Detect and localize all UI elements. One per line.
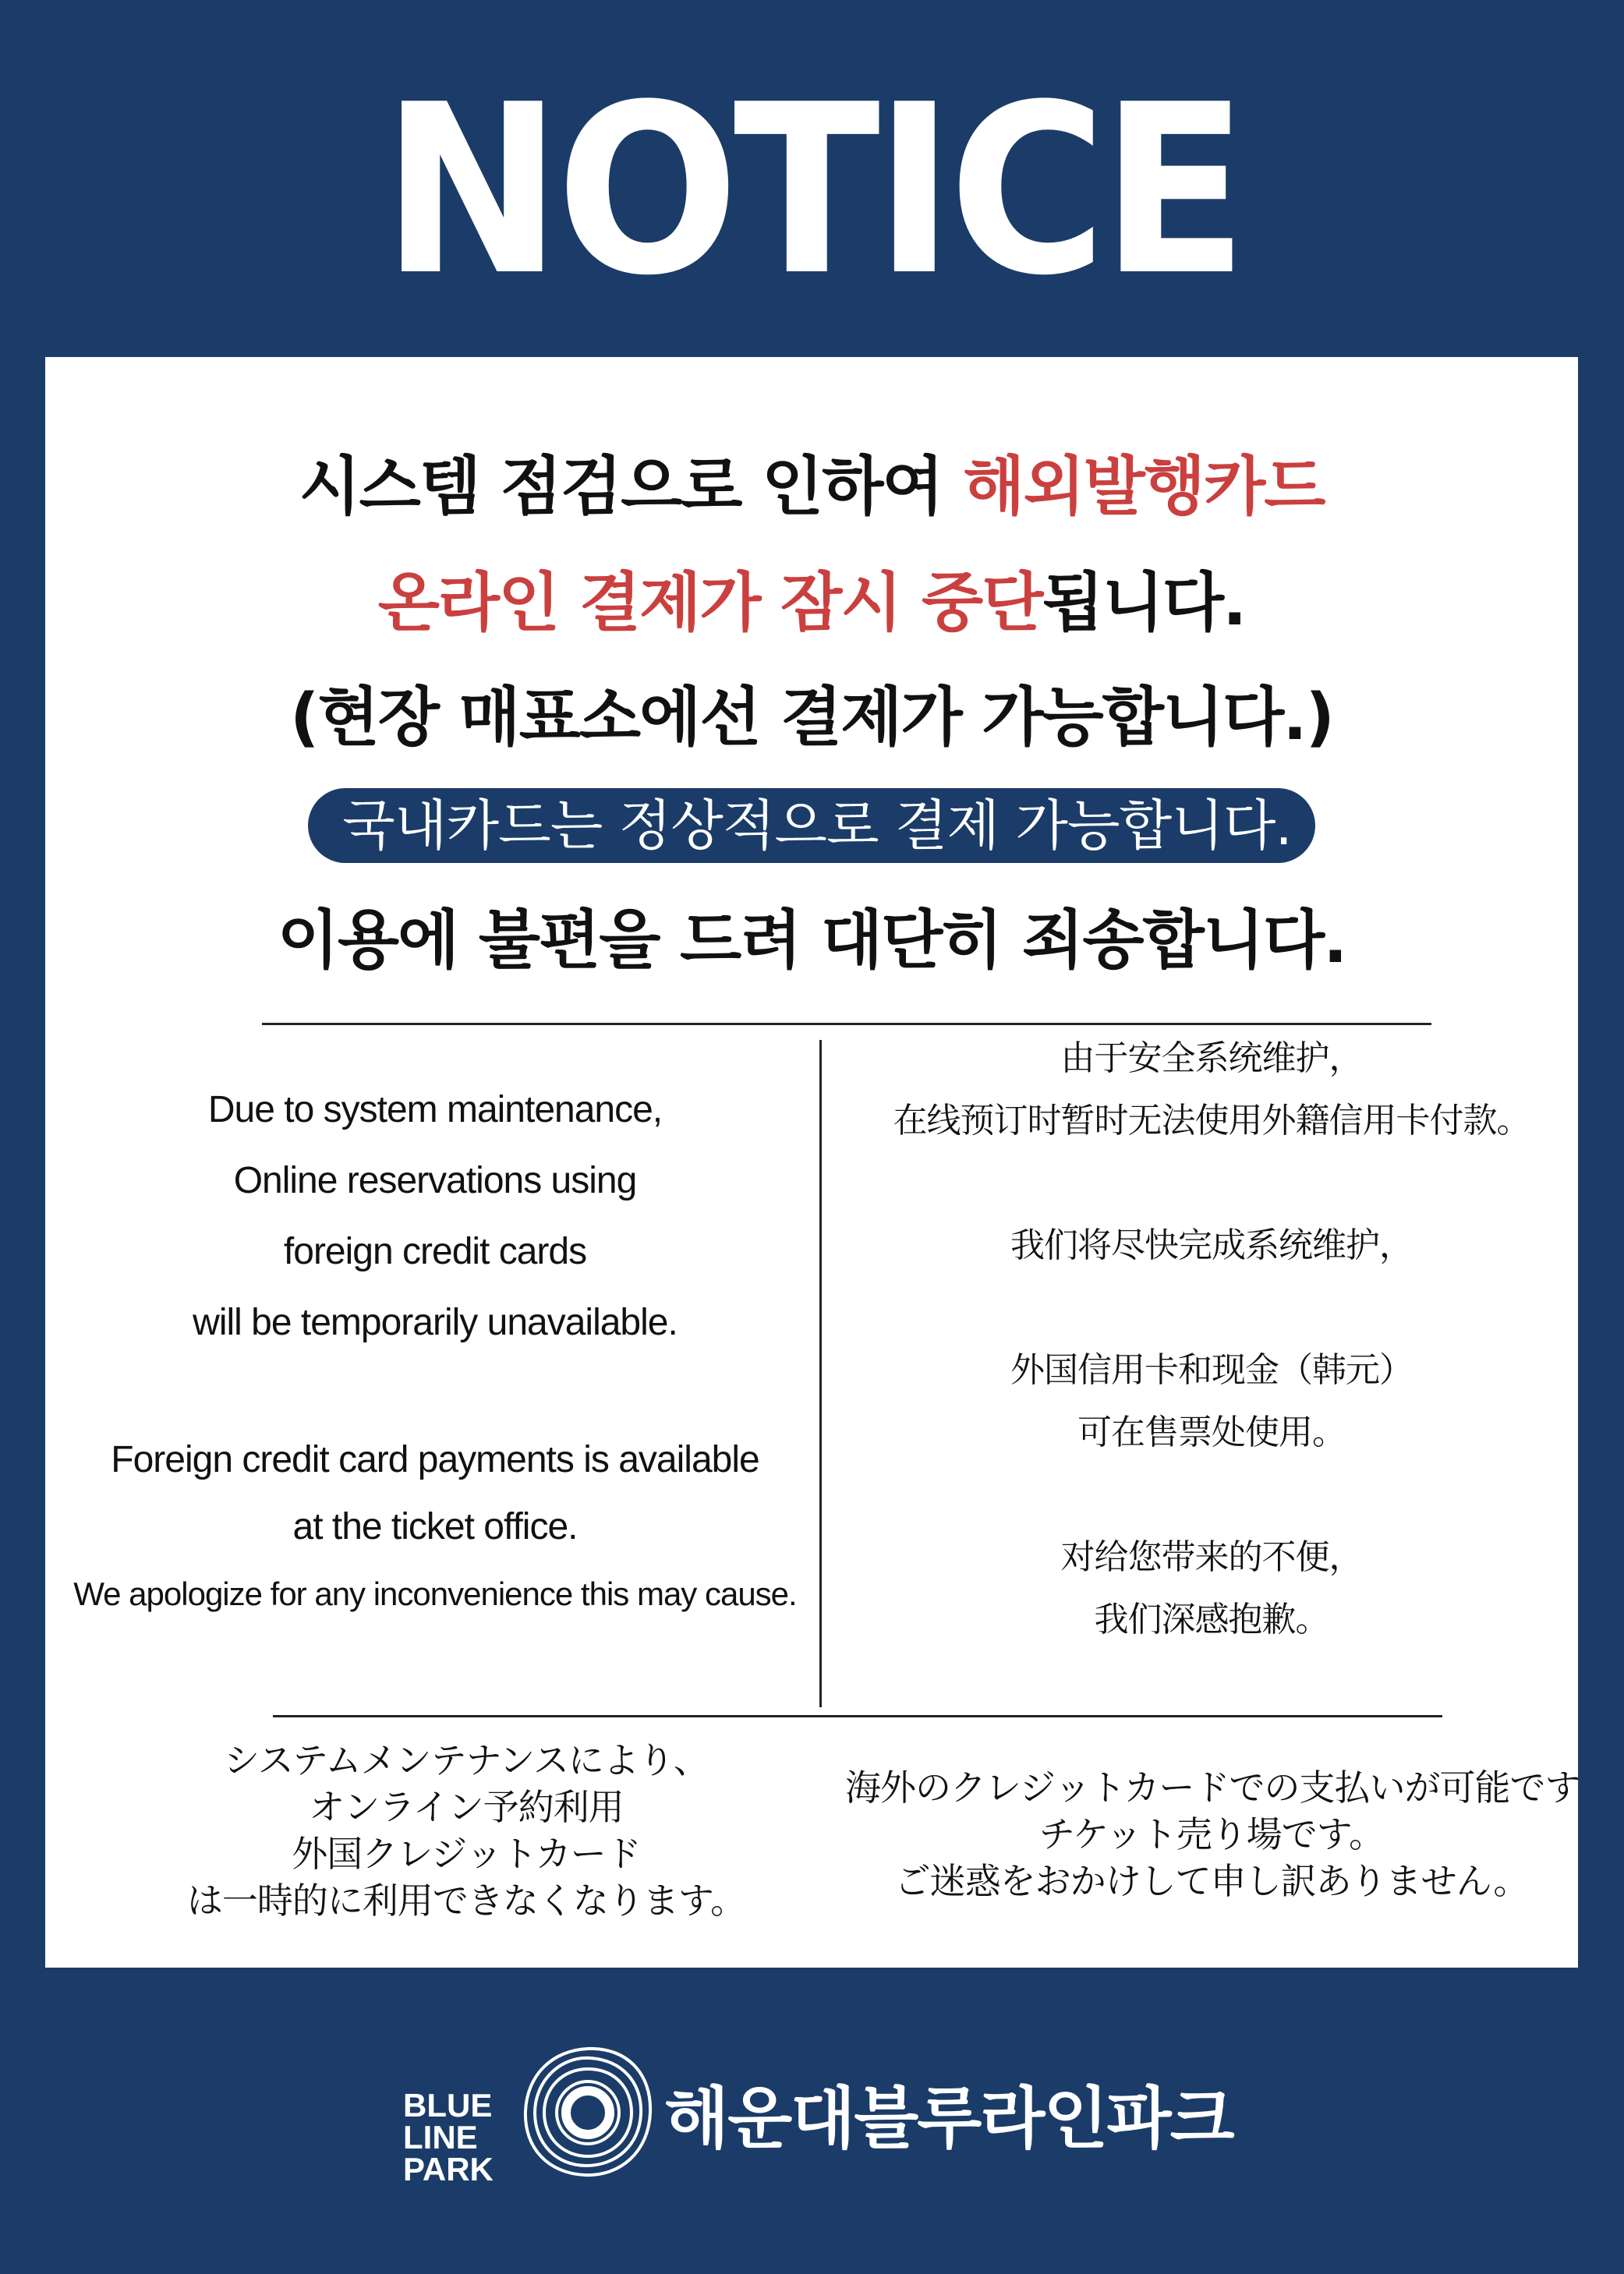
korean-line-1-red: 해외발행카드 [963,450,1325,524]
logo-korean-text: 해운대블루라인파크 [664,2080,1233,2158]
notice-panel [45,357,1578,1968]
logo-english-text [403,2089,494,2185]
japanese-right-column [845,1764,1578,1904]
japanese-line: 海外のクレジットカードでの支払いが可能です [845,1767,1580,1809]
spacer [45,1358,825,1427]
spacer [845,1277,1578,1339]
english-line: Online reservations using [233,1160,637,1201]
japanese-line: システムメンテナンスにより、 [224,1739,709,1781]
divider-top [262,1023,1431,1025]
japanese-line: オンライン予約利用 [309,1786,624,1828]
japanese-left-column [76,1737,856,1924]
spacer [845,1152,1578,1215]
chinese-line: 对给您带来的不便， [1060,1537,1363,1577]
korean-line-3: (현장 매표소에선 결제가 가능합니다.) [290,681,1333,755]
japanese-line: 外国クレジットカード [292,1833,641,1875]
japanese-line: チケット売り場です。 [1038,1813,1385,1855]
domestic-note-wrap [45,788,1578,863]
notice-title: NOTICE [381,55,1243,327]
korean-apology: 이용에 불편을 드려 대단히 죄송합니다. [277,904,1346,978]
chinese-line: 可在售票处使用。 [1077,1413,1346,1452]
korean-line-1 [45,448,1578,526]
korean-line-2 [45,564,1578,642]
english-ticket-line: Foreign credit card payments is available [111,1439,759,1480]
chinese-line: 外国信用卡和现金（韩元） [1010,1350,1413,1390]
english-line: foreign credit cards [283,1231,587,1272]
domestic-card-note: 국내카드는 정상적으로 결제 가능합니다. [308,788,1315,863]
english-column [45,1074,825,1628]
english-line: Due to system maintenance, [207,1089,663,1130]
chinese-line: 我们将尽快完成系统维护， [1010,1225,1413,1265]
blue-line-park-logo [0,2042,1624,2198]
logo-word: PARK [403,2151,494,2187]
korean-line-1-black: 시스템 점검으로 인하여 [299,450,964,524]
wave-circle-logo-icon [518,2042,658,2183]
korean-line-2-black: 됩니다. [1042,566,1246,640]
korean-line-2-red: 온라인 결제가 잠시 중단 [377,566,1042,640]
chinese-column [845,1027,1578,1651]
english-apology: We apologize for any inconvenience this may cause. [73,1576,797,1612]
english-ticket-line: at the ticket office. [292,1506,578,1547]
divider-bottom [273,1715,1442,1717]
logo-word: LINE [403,2119,478,2156]
english-line: will be temporarily unavailable. [193,1302,678,1343]
chinese-line: 在线预订时暂时无法使用外籍信用卡付款。 [893,1101,1530,1141]
chinese-line: 我们深感抱歉。 [1094,1600,1329,1639]
japanese-line: ご迷惑をおかけして申し訳ありません。 [894,1860,1529,1902]
spacer [845,1464,1578,1526]
chinese-line: 由于安全系统维护， [1060,1038,1363,1078]
logo-word: BLUE [403,2087,493,2124]
japanese-line: は一時的に利用できなくなります。 [186,1880,746,1922]
